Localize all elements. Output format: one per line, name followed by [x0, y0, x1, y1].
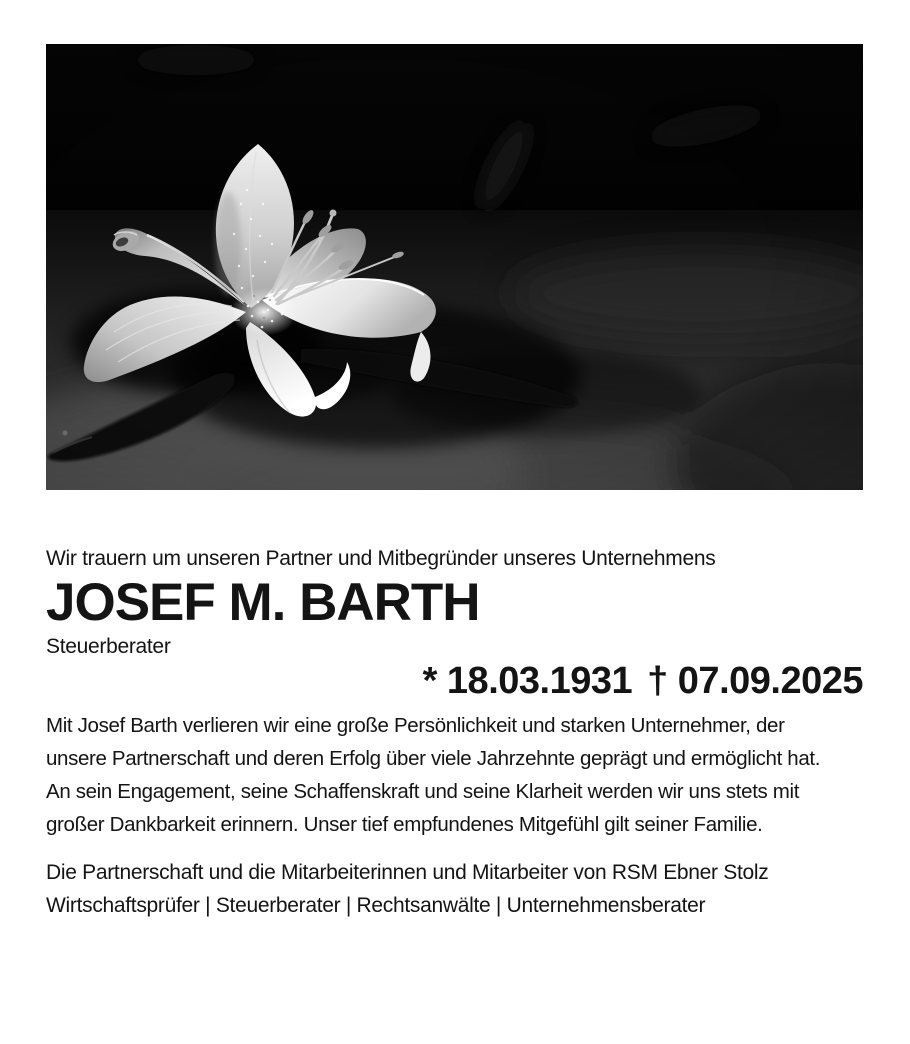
signatories-line: Die Partnerschaft und die Mitarbeiterinnen und Mitarbeiter von RSM Ebner Stolz [46, 861, 769, 884]
death-date: † 07.09.2025 [647, 660, 863, 702]
deceased-name: JOSEF M. BARTH [46, 573, 480, 632]
intro-line: Wir trauern um unseren Partner und Mitbegründer unseres Unternehmens [46, 547, 716, 570]
divisions-line: Wirtschaftsprüfer | Steuerberater | Rechtsanwälte | Unternehmensberater [46, 894, 706, 917]
obituary-notice [46, 545, 863, 922]
obituary-page [0, 44, 910, 1044]
life-dates [46, 661, 863, 701]
tribute-paragraph: Mit Josef Barth verlieren wir eine große Persönlichkeit und starken Unternehmer, der unsere Partnerschaft und deren Erfolg über viele Jahrzehnte geprägt und ermöglicht hat. An sein Engagement, seine Schaffenskraft und seine Klarheit werden wir uns stets mit großer Dankbarkeit erinnern. Unser tief empfundenes Mitgefühl gilt seiner Familie. [46, 714, 821, 836]
deceased-title: Steuerberater [46, 635, 171, 658]
lily-illustration [46, 44, 863, 490]
closing-block [46, 856, 863, 922]
memorial-photo [46, 44, 863, 490]
birth-date: * 18.03.1931 [422, 660, 633, 702]
